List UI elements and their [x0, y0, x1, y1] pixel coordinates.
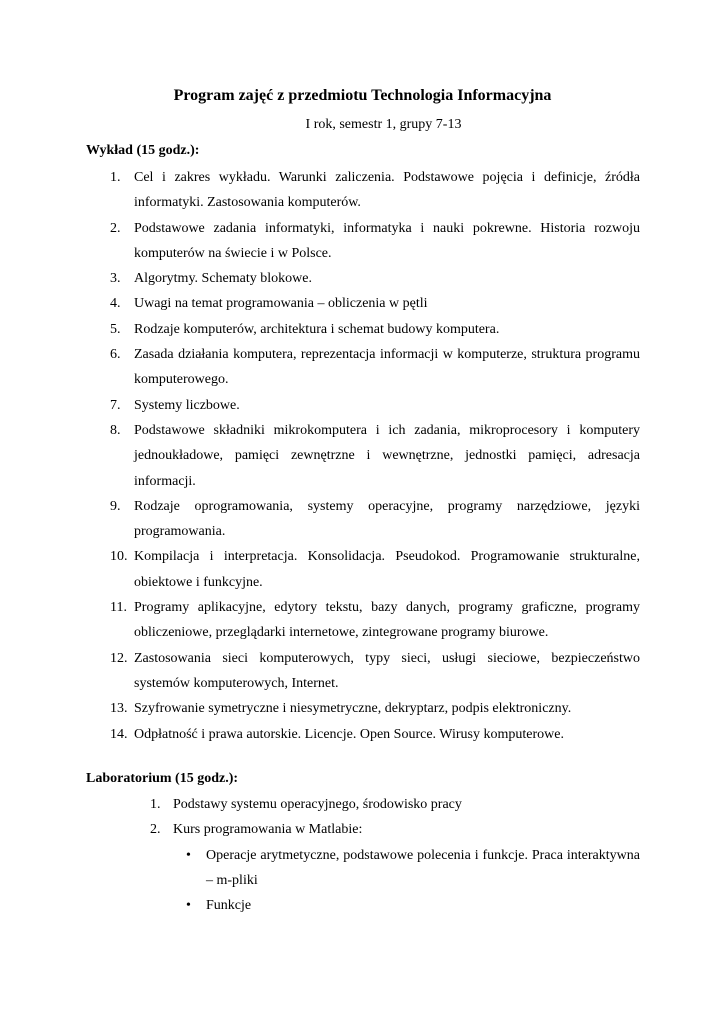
- lecture-item: [86, 291, 640, 316]
- lecture-item: [86, 317, 640, 342]
- item-text: Szyfrowanie symetryczne i niesymetryczne, dekryptarz, podpis elektroniczny.: [134, 701, 572, 717]
- item-number: 1.: [110, 170, 121, 185]
- laboratory-heading: Laboratorium (15 godz.):: [86, 771, 239, 786]
- item-number: 1.: [150, 797, 161, 812]
- item-number: 9.: [110, 498, 121, 514]
- item-text: Rodzaje komputerów, architektura i schemat budowy komputera.: [134, 321, 500, 337]
- lecture-list: [86, 165, 640, 747]
- item-text: Uwagi na temat programowania – obliczenia w pętli: [134, 296, 428, 312]
- item-number: 2.: [150, 822, 161, 838]
- lecture-heading: Wykład (15 godz.):: [86, 143, 200, 158]
- lab-item: [86, 792, 640, 817]
- bullet-icon: •: [186, 898, 191, 914]
- item-text: Zastosowania sieci komputerowych, typy sieci, usługi sieciowe, bezpieczeństwo systemów komputerowych, Internet.: [134, 650, 640, 691]
- lecture-item: [86, 595, 640, 646]
- item-number: 8.: [110, 422, 121, 438]
- document-title: Program zajęć z przedmiotu Technologia Informacyjna: [173, 87, 552, 104]
- lab-bullet-item: [86, 843, 640, 894]
- item-number: 7.: [110, 397, 121, 413]
- item-number: 3.: [110, 271, 121, 287]
- bullet-text: Operacje arytmetyczne, podstawowe polecenia i funkcje. Praca interaktywna – m-pliki: [206, 847, 640, 888]
- item-text: Odpłatność i prawa autorskie. Licencje. Open Source. Wirusy komputerowe.: [134, 726, 564, 742]
- lecture-item: [86, 393, 640, 418]
- item-number: 4.: [110, 296, 121, 312]
- item-number: 11.: [110, 600, 127, 616]
- lab-item: [86, 817, 640, 842]
- item-number: 14.: [110, 726, 128, 742]
- lecture-item: [86, 165, 640, 216]
- lab-bullet-item: [86, 893, 640, 918]
- item-text: Podstawy systemu operacyjnego, środowisko pracy: [173, 797, 462, 812]
- item-text: Podstawowe zadania informatyki, informatyka i nauki pokrewne. Historia rozwoju komputerów na świecie i w Polsce.: [134, 220, 640, 261]
- item-text: Systemy liczbowe.: [134, 397, 240, 413]
- item-text: Zasada działania komputera, reprezentacja informacji w komputerze, struktura programu komputerowego.: [134, 347, 640, 388]
- item-text: Kurs programowania w Matlabie:: [173, 822, 363, 838]
- item-number: 12.: [110, 650, 128, 666]
- lecture-item: [86, 418, 640, 494]
- lecture-item: [86, 342, 640, 393]
- item-text: Podstawowe składniki mikrokomputera i ich zadania, mikroprocesory i komputery jednoukładowe, pamięci zewnętrzne i wewnętrzne, jednostki pamięci, adresacja informacji.: [134, 422, 640, 489]
- bullet-text: Funkcje: [206, 898, 252, 914]
- item-text: Rodzaje oprogramowania, systemy operacyjne, programy narzędziowe, języki programowania.: [134, 498, 640, 540]
- document-subtitle: I rok, semestr 1, grupy 7-13: [305, 117, 462, 132]
- bullet-icon: •: [186, 847, 191, 863]
- lecture-item: [86, 544, 640, 595]
- lecture-item: [86, 216, 640, 267]
- lecture-item: [86, 696, 640, 721]
- item-number: 13.: [110, 701, 128, 717]
- lecture-item: [86, 494, 640, 545]
- laboratory-list: [86, 792, 640, 918]
- item-number: 5.: [110, 321, 121, 337]
- item-text: Programy aplikacyjne, edytory tekstu, bazy danych, programy graficzne, programy obliczeniowe, przeglądarki internetowe, zintegrowane programy biurowe.: [134, 600, 640, 641]
- item-text: Kompilacja i interpretacja. Konsolidacja. Pseudokod. Programowanie strukturalne, obiektowe i funkcyjne.: [134, 549, 640, 590]
- lecture-item: [86, 266, 640, 291]
- item-text: Cel i zakres wykładu. Warunki zaliczenia. Podstawowe pojęcia i definicje, źródła informatyki. Zastosowania komputerów.: [134, 170, 640, 211]
- item-number: 10.: [110, 549, 128, 565]
- item-number: 2.: [110, 220, 121, 236]
- lecture-item: [86, 646, 640, 697]
- item-text: Algorytmy. Schematy blokowe.: [134, 271, 312, 287]
- lecture-item: [86, 722, 640, 747]
- item-number: 6.: [110, 347, 121, 363]
